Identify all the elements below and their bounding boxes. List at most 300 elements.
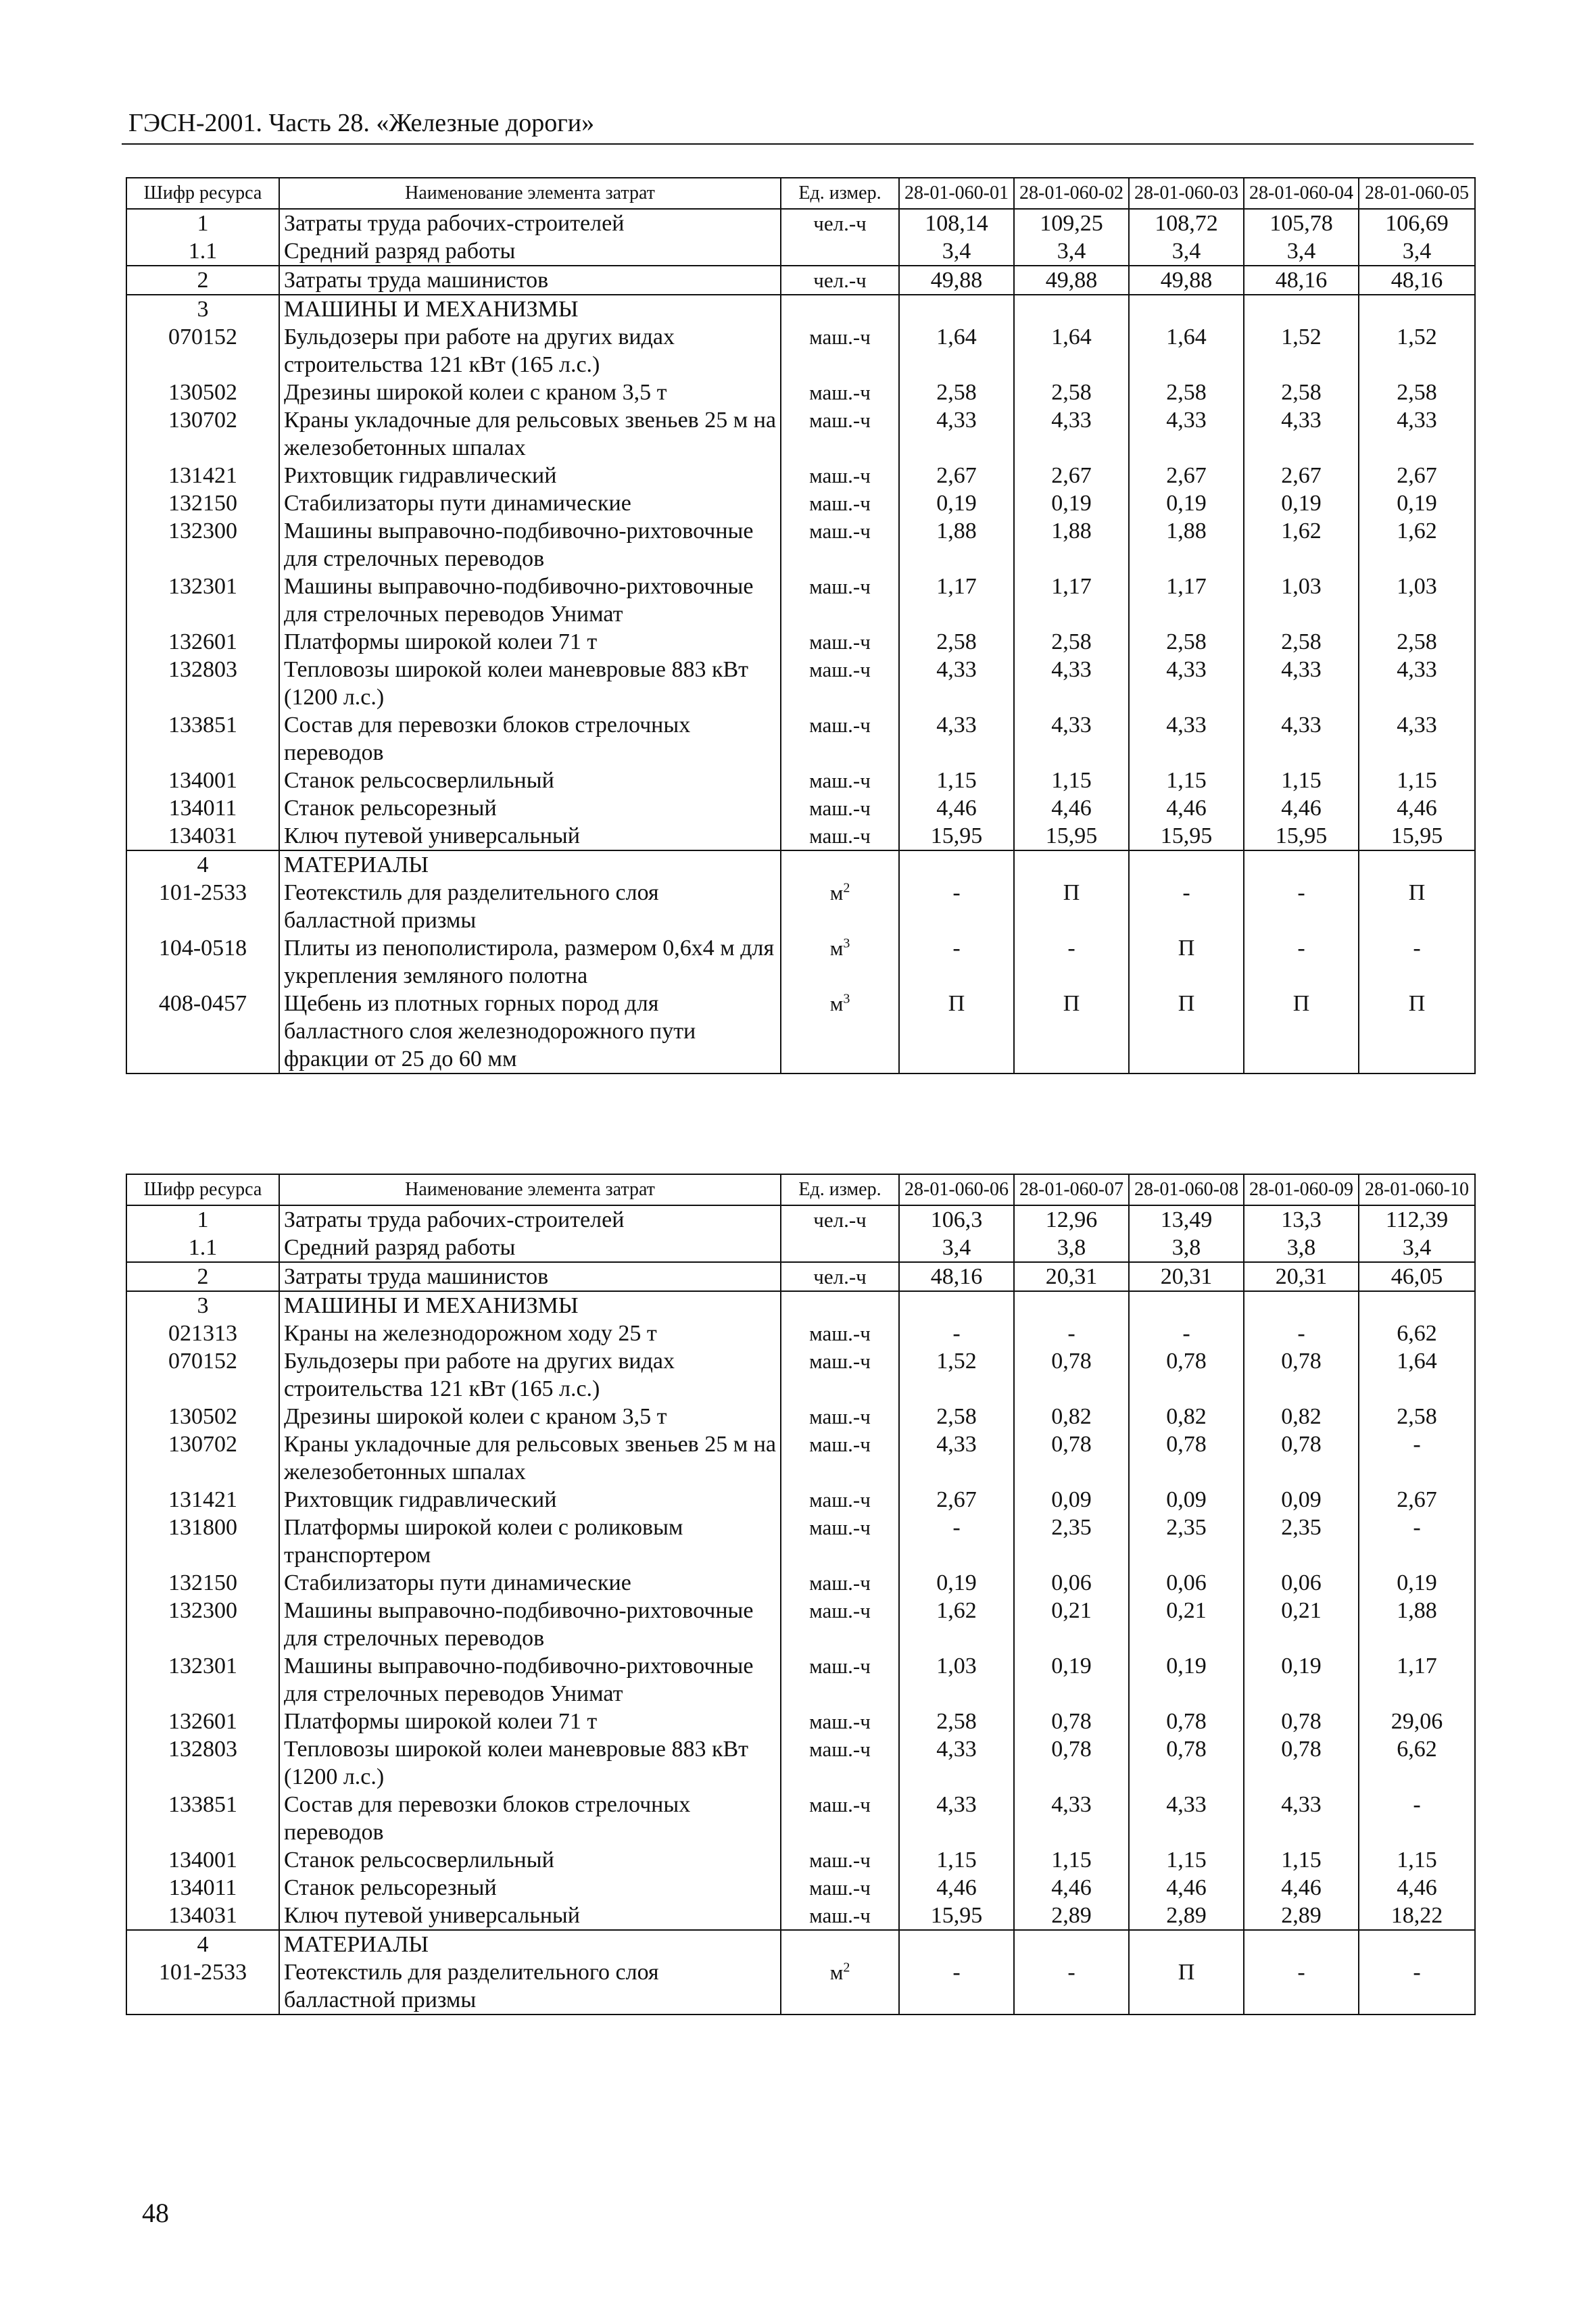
table-row [126, 1791, 1475, 1846]
norm-value-cell: 2,58 [1129, 628, 1244, 656]
norm-value-cell: 2,89 [1014, 1902, 1129, 1930]
norm-value-cell [899, 1930, 1014, 1958]
resource-name-cell: МАТЕРИАЛЫ [279, 850, 781, 879]
table-row [126, 1874, 1475, 1902]
norm-value-cell: - [1359, 1958, 1475, 2015]
norm-value-cell: 0,78 [1129, 1708, 1244, 1735]
norm-value-cell: 1,64 [1359, 1347, 1475, 1403]
column-header-norm-code: 28-01-060-07 [1014, 1174, 1129, 1205]
norm-value-cell: 2,35 [1244, 1514, 1359, 1569]
norm-value-cell [899, 295, 1014, 323]
norm-value-cell: 2,58 [1359, 379, 1475, 406]
norm-value-cell: 3,8 [1014, 1234, 1129, 1262]
norm-value-cell: 15,95 [899, 822, 1014, 850]
norm-value-cell: 0,78 [1244, 1708, 1359, 1735]
norm-value-cell [1129, 1930, 1244, 1958]
norm-value-cell: 2,58 [899, 379, 1014, 406]
unit-cell [781, 406, 899, 462]
unit-text: чел.-ч [813, 268, 867, 292]
resource-code-cell: 1.1 [126, 237, 279, 266]
norm-value-cell: - [1244, 1958, 1359, 2015]
table-row [126, 767, 1475, 794]
table-row [126, 379, 1475, 406]
table-row [126, 934, 1475, 990]
norm-value-cell: 4,33 [1014, 711, 1129, 767]
table-row [126, 406, 1475, 462]
unit-text: м [829, 936, 844, 960]
unit-text: маш.-ч [809, 630, 871, 654]
resource-name-cell: Стабилизаторы пути динамические [279, 1569, 781, 1597]
norm-value-cell: 2,67 [1244, 462, 1359, 489]
norm-value-cell: 48,16 [1244, 266, 1359, 295]
unit-cell [781, 489, 899, 517]
resource-name-cell: Геотекстиль для разделительного слоя балластной призмы [279, 879, 781, 934]
norm-value-cell: 4,46 [1014, 1874, 1129, 1902]
unit-superscript: 3 [843, 936, 850, 951]
resource-code-cell: 132601 [126, 1708, 279, 1735]
unit-text: маш.-ч [809, 575, 871, 598]
norm-value-cell: - [1014, 1320, 1129, 1347]
norm-value-cell [1244, 295, 1359, 323]
norm-value-cell: 4,33 [1359, 406, 1475, 462]
norm-value-cell: 1,88 [1359, 1597, 1475, 1652]
norm-value-cell: 0,82 [1129, 1403, 1244, 1430]
table-row [126, 1569, 1475, 1597]
resource-code-cell: 134011 [126, 1874, 279, 1902]
column-header-name: Наименование элемента затрат [279, 178, 781, 209]
norm-value-cell: 2,67 [899, 462, 1014, 489]
resource-code-cell: 132803 [126, 656, 279, 711]
resource-name-cell: Плиты из пенополистирола, размером 0,6х4 м для укрепления земляного полотна [279, 934, 781, 990]
unit-text: м [829, 1960, 844, 1984]
table-row [126, 1708, 1475, 1735]
norm-value-cell: 1,17 [1359, 1652, 1475, 1708]
resource-code-cell: 070152 [126, 323, 279, 379]
norm-value-cell: - [1014, 934, 1129, 990]
resource-name-cell: Машины выправочно-подбивочно-рихтовочные для стрелочных переводов [279, 1597, 781, 1652]
table-row [126, 990, 1475, 1073]
norm-value-cell: 3,8 [1244, 1234, 1359, 1262]
norm-value-cell: - [1014, 1958, 1129, 2015]
norm-value-cell: 1,62 [1244, 517, 1359, 573]
norm-value-cell: П [1014, 990, 1129, 1073]
unit-text: м [829, 992, 844, 1015]
table-row [126, 462, 1475, 489]
table-row [126, 850, 1475, 879]
norm-value-cell: 1,15 [899, 767, 1014, 794]
resource-name-cell: Затраты труда рабочих-строителей [279, 209, 781, 237]
norm-value-cell: 0,06 [1244, 1569, 1359, 1597]
unit-cell [781, 1708, 899, 1735]
norm-value-cell: 105,78 [1244, 209, 1359, 237]
unit-text: маш.-ч [809, 1488, 871, 1512]
norm-value-cell: 2,58 [1014, 379, 1129, 406]
column-header-unit: Ед. измер. [781, 1174, 899, 1205]
unit-cell [781, 573, 899, 628]
norm-value-cell: 15,95 [1359, 822, 1475, 850]
table-row [126, 266, 1475, 295]
norm-value-cell: 48,16 [1359, 266, 1475, 295]
unit-cell [781, 850, 899, 879]
norm-value-cell: 2,89 [1129, 1902, 1244, 1930]
column-header-norm-code: 28-01-060-05 [1359, 178, 1475, 209]
norm-value-cell: 106,3 [899, 1205, 1014, 1234]
norm-value-cell: 1,15 [1244, 767, 1359, 794]
norm-value-cell: 0,19 [1359, 489, 1475, 517]
norm-value-cell: - [1359, 1430, 1475, 1486]
resource-code-cell: 131421 [126, 1486, 279, 1514]
table-row [126, 1291, 1475, 1320]
resource-code-cell: 130702 [126, 1430, 279, 1486]
norm-value-cell: 20,31 [1244, 1262, 1359, 1291]
unit-cell [781, 1930, 899, 1958]
resource-name-cell: МАШИНЫ И МЕХАНИЗМЫ [279, 295, 781, 323]
norm-value-cell: 18,22 [1359, 1902, 1475, 1930]
unit-cell [781, 794, 899, 822]
norm-value-cell: 1,17 [1014, 573, 1129, 628]
resource-code-cell: 130502 [126, 1403, 279, 1430]
norm-value-cell: 0,21 [1129, 1597, 1244, 1652]
norm-value-cell [1129, 1291, 1244, 1320]
unit-text: маш.-ч [809, 519, 871, 543]
norm-value-cell: - [899, 1514, 1014, 1569]
norm-value-cell: П [1129, 934, 1244, 990]
norm-value-cell: 49,88 [899, 266, 1014, 295]
unit-text: маш.-ч [809, 1349, 871, 1373]
table-row [126, 1958, 1475, 2015]
table-row [126, 1347, 1475, 1403]
resource-code-cell: 133851 [126, 711, 279, 767]
table-row [126, 1930, 1475, 1958]
table-row [126, 879, 1475, 934]
resource-name-cell: МАТЕРИАЛЫ [279, 1930, 781, 1958]
norm-value-cell: 1,15 [1359, 1846, 1475, 1874]
resource-name-cell: МАШИНЫ И МЕХАНИЗМЫ [279, 1291, 781, 1320]
norm-value-cell: 48,16 [899, 1262, 1014, 1291]
norm-value-cell: 0,78 [1244, 1430, 1359, 1486]
norm-value-cell: 0,19 [899, 489, 1014, 517]
table-row [126, 295, 1475, 323]
table-row [126, 1205, 1475, 1234]
norm-value-cell: 0,82 [1244, 1403, 1359, 1430]
norm-value-cell: 4,33 [1359, 711, 1475, 767]
norm-value-cell [1014, 850, 1129, 879]
table-row [126, 489, 1475, 517]
norm-value-cell: - [1244, 934, 1359, 990]
unit-cell [781, 1902, 899, 1930]
unit-text: маш.-ч [809, 1848, 871, 1872]
unit-cell [781, 323, 899, 379]
norm-value-cell: 4,33 [1129, 406, 1244, 462]
norm-value-cell: 3,4 [899, 237, 1014, 266]
norm-value-cell: 3,4 [1359, 1234, 1475, 1262]
norm-value-cell: 15,95 [1244, 822, 1359, 850]
norm-value-cell: 3,4 [899, 1234, 1014, 1262]
column-header-code: Шифр ресурса [126, 178, 279, 209]
resource-code-cell: 130702 [126, 406, 279, 462]
norm-value-cell: 0,19 [1359, 1569, 1475, 1597]
norm-value-cell: 2,58 [1244, 628, 1359, 656]
norm-value-cell: 4,46 [1244, 1874, 1359, 1902]
resource-code-cell: 134001 [126, 1846, 279, 1874]
unit-cell [781, 237, 899, 266]
resource-name-cell: Дрезины широкой колеи с краном 3,5 т [279, 1403, 781, 1430]
table-row [126, 237, 1475, 266]
norm-value-cell: 1,03 [1244, 573, 1359, 628]
norm-value-cell: 4,46 [899, 794, 1014, 822]
resource-name-cell: Ключ путевой универсальный [279, 1902, 781, 1930]
norm-value-cell: 4,33 [899, 1791, 1014, 1846]
norm-value-cell [1014, 295, 1129, 323]
column-header-norm-code: 28-01-060-04 [1244, 178, 1359, 209]
norm-value-cell: 0,78 [1014, 1735, 1129, 1791]
resource-code-cell: 132150 [126, 1569, 279, 1597]
norm-value-cell: 2,67 [1359, 462, 1475, 489]
norm-value-cell: 3,4 [1244, 237, 1359, 266]
unit-superscript: 2 [843, 880, 850, 896]
norm-value-cell: 4,46 [1359, 794, 1475, 822]
norm-value-cell: 106,69 [1359, 209, 1475, 237]
norm-value-cell: 0,19 [1014, 489, 1129, 517]
norm-value-cell: 4,33 [1129, 711, 1244, 767]
norm-value-cell: 4,33 [1129, 1791, 1244, 1846]
norm-value-cell: - [1359, 1791, 1475, 1846]
resource-name-cell: Платформы широкой колеи с роликовым транспортером [279, 1514, 781, 1569]
column-header-norm-code: 28-01-060-02 [1014, 178, 1129, 209]
norm-value-cell: П [1014, 879, 1129, 934]
norm-value-cell: П [899, 990, 1014, 1073]
unit-text: маш.-ч [809, 1571, 871, 1595]
resource-code-cell: 1.1 [126, 1234, 279, 1262]
norm-value-cell: - [1359, 1514, 1475, 1569]
norm-value-cell: 1,15 [1014, 767, 1129, 794]
resource-code-cell: 4 [126, 850, 279, 879]
resource-code-cell: 132301 [126, 1652, 279, 1708]
norm-value-cell: 1,15 [899, 1846, 1014, 1874]
norm-value-cell: 4,33 [899, 1735, 1014, 1791]
norm-value-cell: 3,8 [1129, 1234, 1244, 1262]
norm-value-cell [1014, 1930, 1129, 1958]
norm-value-cell [1244, 1291, 1359, 1320]
norm-value-cell: 1,88 [899, 517, 1014, 573]
resource-code-cell: 131421 [126, 462, 279, 489]
resource-name-cell: Стабилизаторы пути динамические [279, 489, 781, 517]
unit-cell [781, 517, 899, 573]
unit-cell [781, 209, 899, 237]
norm-value-cell: 15,95 [1014, 822, 1129, 850]
resource-code-cell: 132150 [126, 489, 279, 517]
page-number: 48 [142, 2198, 169, 2228]
column-header-name: Наименование элемента затрат [279, 1174, 781, 1205]
norm-value-cell: 1,88 [1014, 517, 1129, 573]
norm-value-cell: 108,72 [1129, 209, 1244, 237]
norm-value-cell: 2,67 [899, 1486, 1014, 1514]
unit-superscript: 2 [843, 1960, 850, 1975]
norm-value-cell: 4,33 [1244, 656, 1359, 711]
resource-code-cell: 132803 [126, 1735, 279, 1791]
resource-name-cell: Затраты труда рабочих-строителей [279, 1205, 781, 1234]
norm-value-cell: 13,3 [1244, 1205, 1359, 1234]
norm-value-cell: - [899, 934, 1014, 990]
table-row [126, 1430, 1475, 1486]
unit-text: маш.-ч [809, 1516, 871, 1539]
resource-code-cell: 133851 [126, 1791, 279, 1846]
unit-text: чел.-ч [813, 212, 867, 235]
norm-value-cell: П [1359, 879, 1475, 934]
norm-value-cell: П [1244, 990, 1359, 1073]
norm-value-cell: - [1359, 934, 1475, 990]
resource-code-cell: 408-0457 [126, 990, 279, 1073]
resource-code-cell: 132300 [126, 1597, 279, 1652]
resource-name-cell: Средний разряд работы [279, 237, 781, 266]
unit-cell [781, 1347, 899, 1403]
norm-value-cell: 15,95 [899, 1902, 1014, 1930]
unit-cell [781, 879, 899, 934]
norm-value-cell: 1,15 [1359, 767, 1475, 794]
table-row [126, 628, 1475, 656]
unit-cell [781, 1874, 899, 1902]
norm-value-cell: 108,14 [899, 209, 1014, 237]
norm-value-cell: 4,46 [1129, 794, 1244, 822]
resource-code-cell: 4 [126, 1930, 279, 1958]
norm-value-cell: 0,19 [1244, 489, 1359, 517]
resource-name-cell: Тепловозы широкой колеи маневровые 883 кВт (1200 л.с.) [279, 1735, 781, 1791]
resource-name-cell: Рихтовщик гидравлический [279, 462, 781, 489]
resource-code-cell: 101-2533 [126, 879, 279, 934]
norm-value-cell: 4,33 [1129, 656, 1244, 711]
unit-cell [781, 295, 899, 323]
resource-name-cell: Станок рельсосверлильный [279, 767, 781, 794]
norm-value-cell: 0,21 [1244, 1597, 1359, 1652]
unit-cell [781, 462, 899, 489]
norm-value-cell: - [1129, 1320, 1244, 1347]
table-row [126, 1735, 1475, 1791]
unit-text: маш.-ч [809, 1793, 871, 1816]
unit-text: маш.-ч [809, 1710, 871, 1733]
norm-value-cell: 2,35 [1129, 1514, 1244, 1569]
column-header-norm-code: 28-01-060-08 [1129, 1174, 1244, 1205]
norm-value-cell: 2,58 [1129, 379, 1244, 406]
resource-name-cell: Затраты труда машинистов [279, 1262, 781, 1291]
norm-value-cell: 12,96 [1014, 1205, 1129, 1234]
table-row [126, 1262, 1475, 1291]
norm-value-cell: 1,88 [1129, 517, 1244, 573]
norm-value-cell: 1,17 [899, 573, 1014, 628]
norm-value-cell: - [899, 1320, 1014, 1347]
unit-text: маш.-ч [809, 769, 871, 792]
column-header-norm-code: 28-01-060-10 [1359, 1174, 1475, 1205]
table-row [126, 1403, 1475, 1430]
norm-value-cell: 0,78 [1244, 1347, 1359, 1403]
resource-name-cell: Состав для перевозки блоков стрелочных переводов [279, 711, 781, 767]
table-row [126, 323, 1475, 379]
norm-value-cell: П [1129, 990, 1244, 1073]
unit-cell [781, 656, 899, 711]
resource-code-cell: 021313 [126, 1320, 279, 1347]
resource-code-cell: 1 [126, 209, 279, 237]
unit-text: маш.-ч [809, 1737, 871, 1761]
table-row [126, 1902, 1475, 1930]
norm-value-cell: 6,62 [1359, 1735, 1475, 1791]
resource-table-1 [126, 177, 1476, 1074]
resource-table-2 [126, 1174, 1476, 2015]
resource-code-cell: 101-2533 [126, 1958, 279, 2015]
norm-value-cell: 20,31 [1014, 1262, 1129, 1291]
unit-cell [781, 934, 899, 990]
resource-code-cell: 104-0518 [126, 934, 279, 990]
resource-code-cell: 2 [126, 266, 279, 295]
table-row [126, 517, 1475, 573]
resource-name-cell: Средний разряд работы [279, 1234, 781, 1262]
resource-name-cell: Станок рельсосверлильный [279, 1846, 781, 1874]
unit-text: чел.-ч [813, 1208, 867, 1232]
norm-value-cell: 0,78 [1244, 1735, 1359, 1791]
resource-code-cell: 3 [126, 295, 279, 323]
norm-value-cell: 1,52 [1359, 323, 1475, 379]
unit-cell [781, 1597, 899, 1652]
table-row [126, 656, 1475, 711]
table-row [126, 573, 1475, 628]
norm-value-cell: 0,78 [1014, 1347, 1129, 1403]
norm-value-cell: 4,33 [1014, 1791, 1129, 1846]
column-header-unit: Ед. измер. [781, 178, 899, 209]
resource-name-cell: Станок рельсорезный [279, 1874, 781, 1902]
table-row [126, 1234, 1475, 1262]
norm-value-cell: 49,88 [1014, 266, 1129, 295]
norm-value-cell: 4,33 [899, 711, 1014, 767]
norm-value-cell [1359, 295, 1475, 323]
norm-value-cell: 4,33 [1244, 406, 1359, 462]
norm-value-cell: 2,58 [899, 1708, 1014, 1735]
unit-text: маш.-ч [809, 464, 871, 487]
resource-code-cell: 130502 [126, 379, 279, 406]
norm-value-cell: 0,78 [1014, 1430, 1129, 1486]
norm-value-cell: 112,39 [1359, 1205, 1475, 1234]
norm-value-cell: 0,19 [1129, 1652, 1244, 1708]
norm-value-cell: 15,95 [1129, 822, 1244, 850]
norm-value-cell: 0,09 [1129, 1486, 1244, 1514]
norm-value-cell: 4,33 [899, 1430, 1014, 1486]
norm-value-cell: 4,46 [1359, 1874, 1475, 1902]
norm-value-cell: 1,52 [1244, 323, 1359, 379]
norm-value-cell: 3,4 [1359, 237, 1475, 266]
unit-cell [781, 1514, 899, 1569]
table-row [126, 209, 1475, 237]
norm-value-cell: 1,62 [899, 1597, 1014, 1652]
norm-value-cell [1129, 295, 1244, 323]
table-row [126, 1320, 1475, 1347]
unit-text: маш.-ч [809, 1904, 871, 1927]
column-header-norm-code: 28-01-060-06 [899, 1174, 1014, 1205]
resource-name-cell: Краны укладочные для рельсовых звеньев 25 м на железобетонных шпалах [279, 1430, 781, 1486]
norm-value-cell: 13,49 [1129, 1205, 1244, 1234]
resource-name-cell: Краны на железнодорожном ходу 25 т [279, 1320, 781, 1347]
norm-value-cell: 3,4 [1129, 237, 1244, 266]
table-row [126, 822, 1475, 850]
resource-name-cell: Ключ путевой универсальный [279, 822, 781, 850]
resource-code-cell: 134031 [126, 1902, 279, 1930]
resource-name-cell: Машины выправочно-подбивочно-рихтовочные для стрелочных переводов Унимат [279, 1652, 781, 1708]
norm-value-cell: 2,67 [1359, 1486, 1475, 1514]
unit-text: маш.-ч [809, 1322, 871, 1345]
column-header-norm-code: 28-01-060-03 [1129, 178, 1244, 209]
unit-cell [781, 1291, 899, 1320]
norm-value-cell: 0,21 [1014, 1597, 1129, 1652]
table-row [126, 711, 1475, 767]
column-header-norm-code: 28-01-060-09 [1244, 1174, 1359, 1205]
norm-value-cell: 0,19 [899, 1569, 1014, 1597]
norm-value-cell: П [1129, 1958, 1244, 2015]
